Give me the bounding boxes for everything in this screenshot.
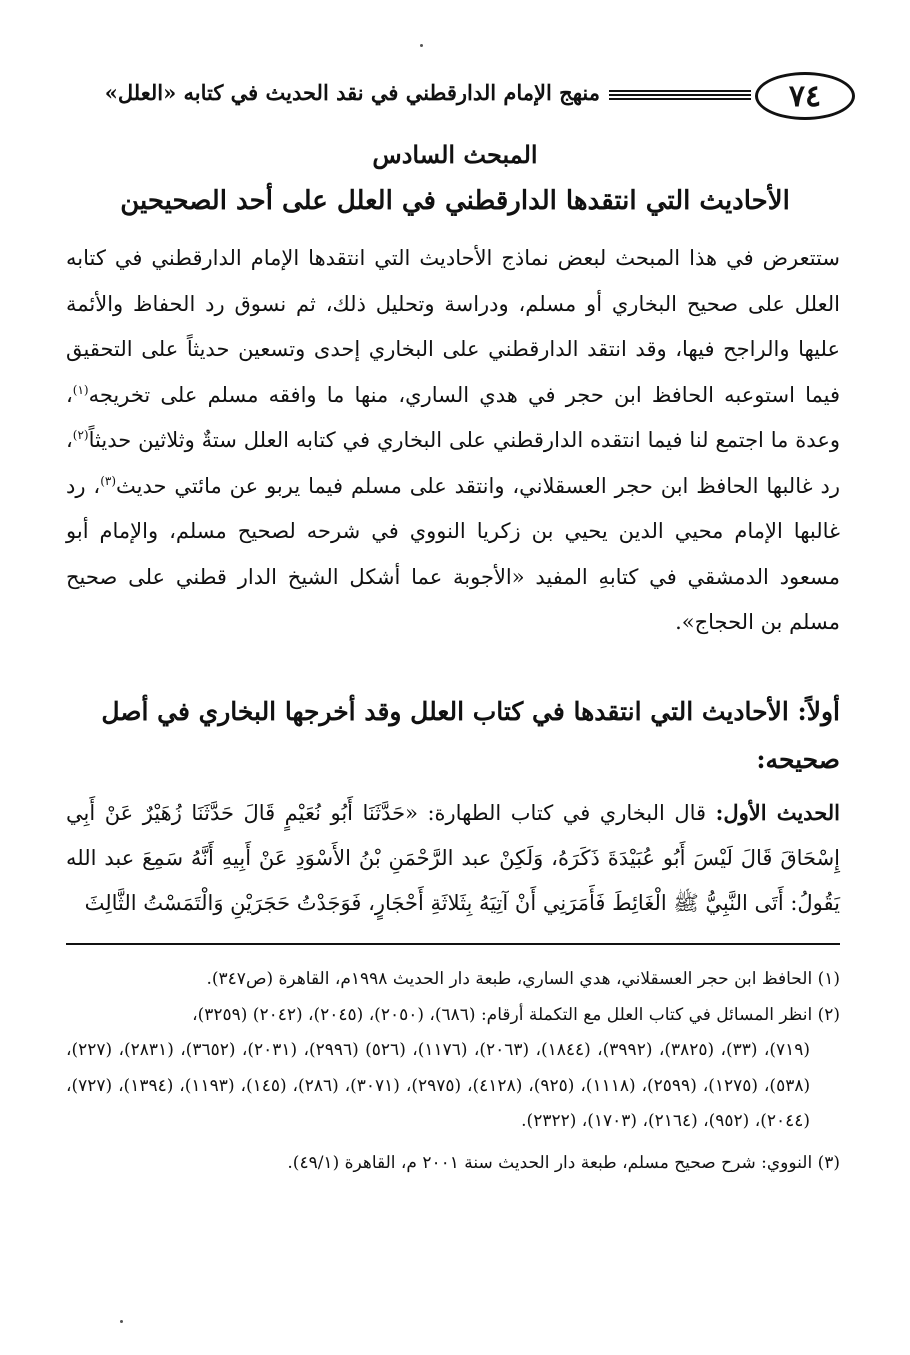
body-text-part: ستتعرض في هذا المبحث لبعض نماذج الأحاديث التي انتقدها الإمام الدارقطني في كتابه العلل على صحيح البخاري أو مسلم، ودراسة وتحليل ذلك، ثم نسوق رد الحفاظ والأئمة عليها والراجح فيها، وقد انتقد الدارقطني على البخاري إحدى وتسعين حديثاً على التحقيق فيما استوعبه الحافظ ابن حجر في هدي الساري، منها ما وافقه مسلم على تخريجه: [66, 246, 840, 407]
footnotes: [66, 962, 840, 1181]
hadith-paragraph: [66, 790, 840, 926]
header-rule: [609, 90, 751, 102]
section-subtitle: الأحاديث التي انتقدها الدارقطني في العلل على أحد الصحيحين: [120, 186, 790, 216]
body-paragraph: [66, 236, 840, 646]
hadith-label: الحديث الأول:: [715, 800, 840, 825]
page-number: ٧٤: [755, 72, 855, 120]
hadith-text: قال البخاري في كتاب الطهارة: «حَدَّثَنَا أَبُو نُعَيْمٍ قَالَ حَدَّثَنَا زُهَيْرٌ عَنْ أَبِي إِسْحَاقَ قَالَ لَيْسَ أَبُو عُبَيْدَةَ ذَكَرَهُ، وَلَكِنْ عبد الرَّحْمَنِ بْنُ الأَسْوَدِ عَنْ أَبِيهِ أَنَّهُ سَمِعَ عبد الله يَقُولُ: أَتَى النَّبِيُّ ﷺ الْغَائِطَ فَأَمَرَنِي أَنْ آتِيَهُ بِثَلاثَةِ أَحْجَارٍ، فَوَجَدْتُ حَجَرَيْنِ وَالْتَمَسْتُ الثَّالِثَ: [66, 801, 840, 915]
body-text-part: ، رد غالبها الحافظ ابن حجر العسقلاني، وانتقد على مسلم فيما يربو عن مائتي حديث: [66, 428, 840, 498]
footnote-1: (١) الحافظ ابن حجر العسقلاني، هدي الساري، طبعة دار الحديث ١٩٩٨م، القاهرة (ص٣٤٧).: [206, 969, 840, 989]
body-text-part: ، وعدة ما اجتمع لنا فيما انتقده الدارقطني على البخاري في كتابه العلل ستةٌ وثلاثين حديثاً: [66, 382, 840, 452]
subsection-heading: أولاً: الأحاديث التي انتقدها في كتاب العلل وقد أخرجها البخاري في أصل صحيحه:: [101, 697, 840, 774]
footnote-3: (٣) النووي: شرح صحيح مسلم، طبعة دار الحديث سنة ٢٠٠١ م، القاهرة (٤٩/١).: [287, 1152, 840, 1173]
footnote-separator: [66, 943, 840, 945]
footnote-ref-2[interactable]: (٢): [72, 428, 89, 442]
running-title: منهج الإمام الدارقطني في نقد الحديث في كتابه «العلل»: [104, 80, 600, 105]
footnote-2: (٢) انظر المسائل في كتاب العلل مع التكملة أرقام: (٦٨٦)، (٢٠٥٠)، (٢٠٤٥)، (٢٠٤٢) (٣٢٥٩)،: [192, 1004, 840, 1025]
body-text-part: ، رد غالبها الإمام محيي الدين يحيي بن زكريا النووي في شرحه لصحيح مسلم، والإمام أبو مسعود الدمشقي في كتابهِ المفيد «الأجوبة عما أشكل الشيخ الدار قطني على صحيح مسلم بن الحجاج».: [66, 473, 840, 634]
footnote-ref-1[interactable]: (١): [72, 382, 89, 397]
scan-speck: [120, 1320, 123, 1323]
section-title: المبحث السادس: [372, 140, 538, 169]
scan-speck: [420, 44, 423, 47]
page-header: [55, 68, 855, 128]
footnote-2-continued: (٧١٩)، (٣٣)، (٣٨٢٥)، (٣٩٩٢)، (١٨٤٤)، (٢٠٦٣)، (١١٧٦)، (٥٢٦) (٢٩٩٦)، (٢٠٣١)، (٣٦٥٢)، (٢٨٣١)، (٢٢٧)، (٥٣٨)، (١٢٧٥)، (٢٥٩٩)، (١١١٨)، (٩٢٥)، (٤١٢٨)، (٢٩٧٥)، (٣٠٧١)، (٢٨٦)، (١٤٥)، (١١٩٣)، (١٣٩٤)، (٧٢٧)، (٢٠٤٤)، (٩٥٢)، (٢١٦٤)، (١٧٠٣)، (٢٣٢٢).: [66, 1040, 811, 1131]
footnote-ref-3[interactable]: (٣): [100, 473, 117, 488]
